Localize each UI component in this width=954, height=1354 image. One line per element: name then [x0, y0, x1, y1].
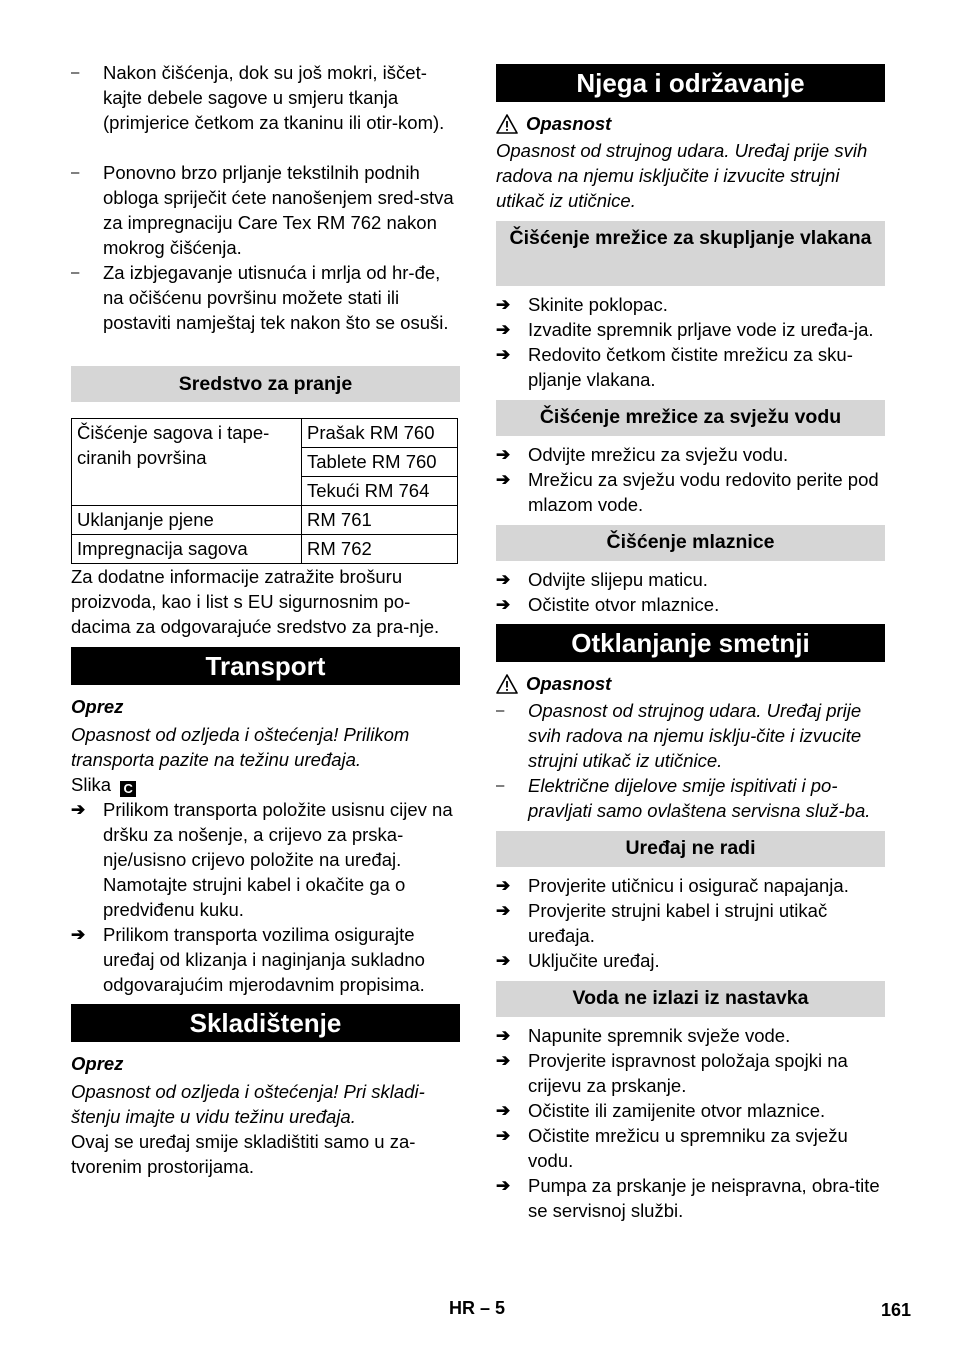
list-item [71, 160, 460, 260]
detergent-heading: Sredstvo za pranje [71, 366, 460, 402]
table-cell: Impregnacija sagova [72, 535, 302, 564]
list-item-text: Redovito četkom čistite mrežicu za sku-pljanje vlakana. [528, 344, 853, 390]
arrow-icon: ➔ [71, 925, 86, 944]
arrow-icon: ➔ [496, 570, 511, 589]
list-item [496, 1023, 885, 1048]
danger-label: Opasnost [526, 113, 612, 134]
list-item-text: Napunite spremnik svježe vode. [528, 1025, 791, 1046]
list-item-text: Uključite uređaj. [528, 950, 660, 971]
list-item [496, 592, 885, 617]
list-item-text: Pumpa za prskanje je neispravna, obra-tite se servisnoj službi. [528, 1175, 880, 1221]
arrow-icon: ➔ [496, 345, 511, 364]
list-item [496, 442, 885, 467]
list-item [496, 292, 885, 317]
footer-section-label: HR – 5 [449, 1298, 506, 1318]
figure-c-icon: C [120, 781, 136, 797]
danger-text: Opasnost od strujnog udara. Uređaj prije svih radova na njemu isključite i izvucite strujni utikač iz utičnice. [496, 140, 868, 211]
table-cell: Uklanjanje pjene [72, 506, 302, 535]
list-item-text: Izvadite spremnik prljave vode iz uređa-ja. [528, 319, 874, 340]
transport-heading: Transport [71, 647, 460, 685]
list-item [496, 773, 885, 823]
arrow-icon: ➔ [496, 1126, 511, 1145]
storage-heading: Skladištenje [71, 1004, 460, 1042]
list-item [496, 698, 885, 773]
page-number: 161 [880, 1300, 911, 1320]
danger-label-row [496, 671, 885, 696]
figure-ref [71, 772, 460, 797]
list-item-text: Mrežicu za svježu vodu redovito perite pod mlazom vode. [528, 469, 879, 515]
dash-marker: – [71, 164, 80, 181]
arrow-icon: ➔ [496, 595, 511, 614]
dash-marker: – [496, 702, 505, 719]
arrow-icon: ➔ [496, 295, 511, 314]
list-item-text: Nakon čišćenja, dok su još mokri, iščet-kajte debele sagove u smjeru tkanja (primjerice četkom za tkaninu ili otir-kom). [103, 62, 445, 133]
list-item-text: Skinite poklopac. [528, 294, 668, 315]
left-column [71, 60, 460, 1179]
right-column [496, 64, 885, 1223]
table-cell: Prašak RM 760 [302, 419, 458, 448]
list-item [496, 873, 885, 898]
list-item [496, 1123, 885, 1173]
list-item-text: Električne dijelove smije ispitivati i po-pravljati samo ovlaštena servisna služ-ba. [528, 775, 871, 821]
caution-label: Oprez [71, 696, 124, 717]
arrow-icon: ➔ [496, 1101, 511, 1120]
notrun-heading: Uređaj ne radi [496, 831, 885, 867]
list-item [71, 797, 460, 922]
trouble-danger-list [496, 698, 885, 823]
dash-marker: – [71, 264, 80, 281]
arrow-icon: ➔ [71, 800, 86, 819]
list-item-text: Prilikom transporta položite usisnu cijev na dršku za nošenje, a crijevo za prska-nje/usisno crijevo položite na uređaj. Namotajte strujni kabel i okačite ga o predviđenu kuku. [103, 799, 453, 920]
arrow-icon: ➔ [496, 470, 511, 489]
detergent-table [71, 418, 458, 564]
nozzle-steps [496, 567, 885, 617]
list-item [496, 948, 885, 973]
list-item-text: Opasnost od strujnog udara. Uređaj prije svih radova na njemu isklju-čite i izvucite strujni utikač iz utičnice. [528, 700, 862, 771]
table-row [72, 506, 458, 535]
trouble-heading: Otklanjanje smetnji [496, 624, 885, 662]
list-item [71, 60, 460, 160]
list-item-text: Prilikom transporta vozilima osigurajte uređaj od klizanja i naginjanja sukladno odgovarajućim mjerodavnim propisima. [103, 924, 425, 995]
warning-triangle-icon [496, 114, 518, 134]
freshwater-heading: Čišćenje mrežice za svježu vodu [496, 400, 885, 436]
figure-label: Slika [71, 774, 112, 795]
list-item-text: Očistite otvor mlaznice. [528, 594, 720, 615]
storage-text: Ovaj se uređaj smije skladištiti samo u za-tvorenim prostorijama. [71, 1131, 416, 1177]
arrow-icon: ➔ [496, 1051, 511, 1070]
list-item [496, 567, 885, 592]
list-item [496, 1173, 885, 1223]
table-cell: Čišćenje sagova i tape-ciranih površina [72, 419, 302, 506]
danger-label: Opasnost [526, 673, 612, 694]
dash-marker: – [496, 777, 505, 794]
arrow-icon: ➔ [496, 1026, 511, 1045]
table-cell: RM 762 [302, 535, 458, 564]
list-item-text: Ponovno brzo prljanje tekstilnih podnih obloga spriječit ćete nanošenjem sred-stva za impregnaciju Care Tex RM 762 nakon mokrog čišćenja. [103, 162, 454, 258]
fibre-steps [496, 292, 885, 392]
list-item-text: Odvijte slijepu maticu. [528, 569, 708, 590]
list-item-text: Provjerite utičnicu i osigurač napajanja. [528, 875, 849, 896]
warning-triangle-icon [496, 674, 518, 694]
caution-text: Opasnost od ozljeda i oštećenja! Prilikom transporta pazite na težinu uređaja. [71, 724, 410, 770]
nowater-heading: Voda ne izlazi iz nastavka [496, 981, 885, 1017]
list-item [496, 898, 885, 948]
list-item [71, 922, 460, 997]
list-item [496, 467, 885, 517]
arrow-icon: ➔ [496, 901, 511, 920]
list-item-text: Provjerite strujni kabel i strujni utikač uređaja. [528, 900, 828, 946]
caution-label: Oprez [71, 1053, 124, 1074]
list-item-text: Provjerite ispravnost položaja spojki na crijevu za prskanje. [528, 1050, 848, 1096]
caution-text: Opasnost od ozljeda i oštećenja! Pri skladi-štenju imajte u vidu težinu uređaja. [71, 1081, 425, 1127]
fibre-heading: Čišćenje mrežice za skupljanje vlakana [496, 221, 885, 286]
freshwater-steps [496, 442, 885, 517]
list-item [496, 317, 885, 342]
detergent-note: Za dodatne informacije zatražite brošuru proizvoda, kao i list s EU sigurnosnim po-dacima za odgovarajuće sredstvo za pra-nje. [71, 566, 440, 637]
arrow-icon: ➔ [496, 876, 511, 895]
arrow-icon: ➔ [496, 445, 511, 464]
list-item-text: Očistite mrežicu u spremniku za svježu vodu. [528, 1125, 848, 1171]
dash-marker: – [71, 64, 80, 81]
table-cell: Tablete RM 760 [302, 448, 458, 477]
list-item-text: Za izbjegavanje utisnuća i mrlja od hr-đe, na očišćenu površinu možete stati ili postaviti namještaj tek nakon što se osuši. [103, 262, 449, 333]
care-heading: Njega i održavanje [496, 64, 885, 102]
table-row [72, 535, 458, 564]
list-item-text: Odvijte mrežicu za svježu vodu. [528, 444, 789, 465]
list-item [496, 1098, 885, 1123]
danger-label-row [496, 111, 885, 136]
nowater-steps [496, 1023, 885, 1223]
list-item [496, 1048, 885, 1098]
list-item [496, 342, 885, 392]
arrow-icon: ➔ [496, 320, 511, 339]
notrun-steps [496, 873, 885, 973]
nozzle-heading: Čišćenje mlaznice [496, 525, 885, 561]
arrow-icon: ➔ [496, 1176, 511, 1195]
table-cell: Tekući RM 764 [302, 477, 458, 506]
arrow-icon: ➔ [496, 951, 511, 970]
table-cell: RM 761 [302, 506, 458, 535]
intro-list [71, 60, 460, 360]
list-item [71, 260, 460, 360]
table-row [72, 419, 458, 448]
list-item-text: Očistite ili zamijenite otvor mlaznice. [528, 1100, 826, 1121]
